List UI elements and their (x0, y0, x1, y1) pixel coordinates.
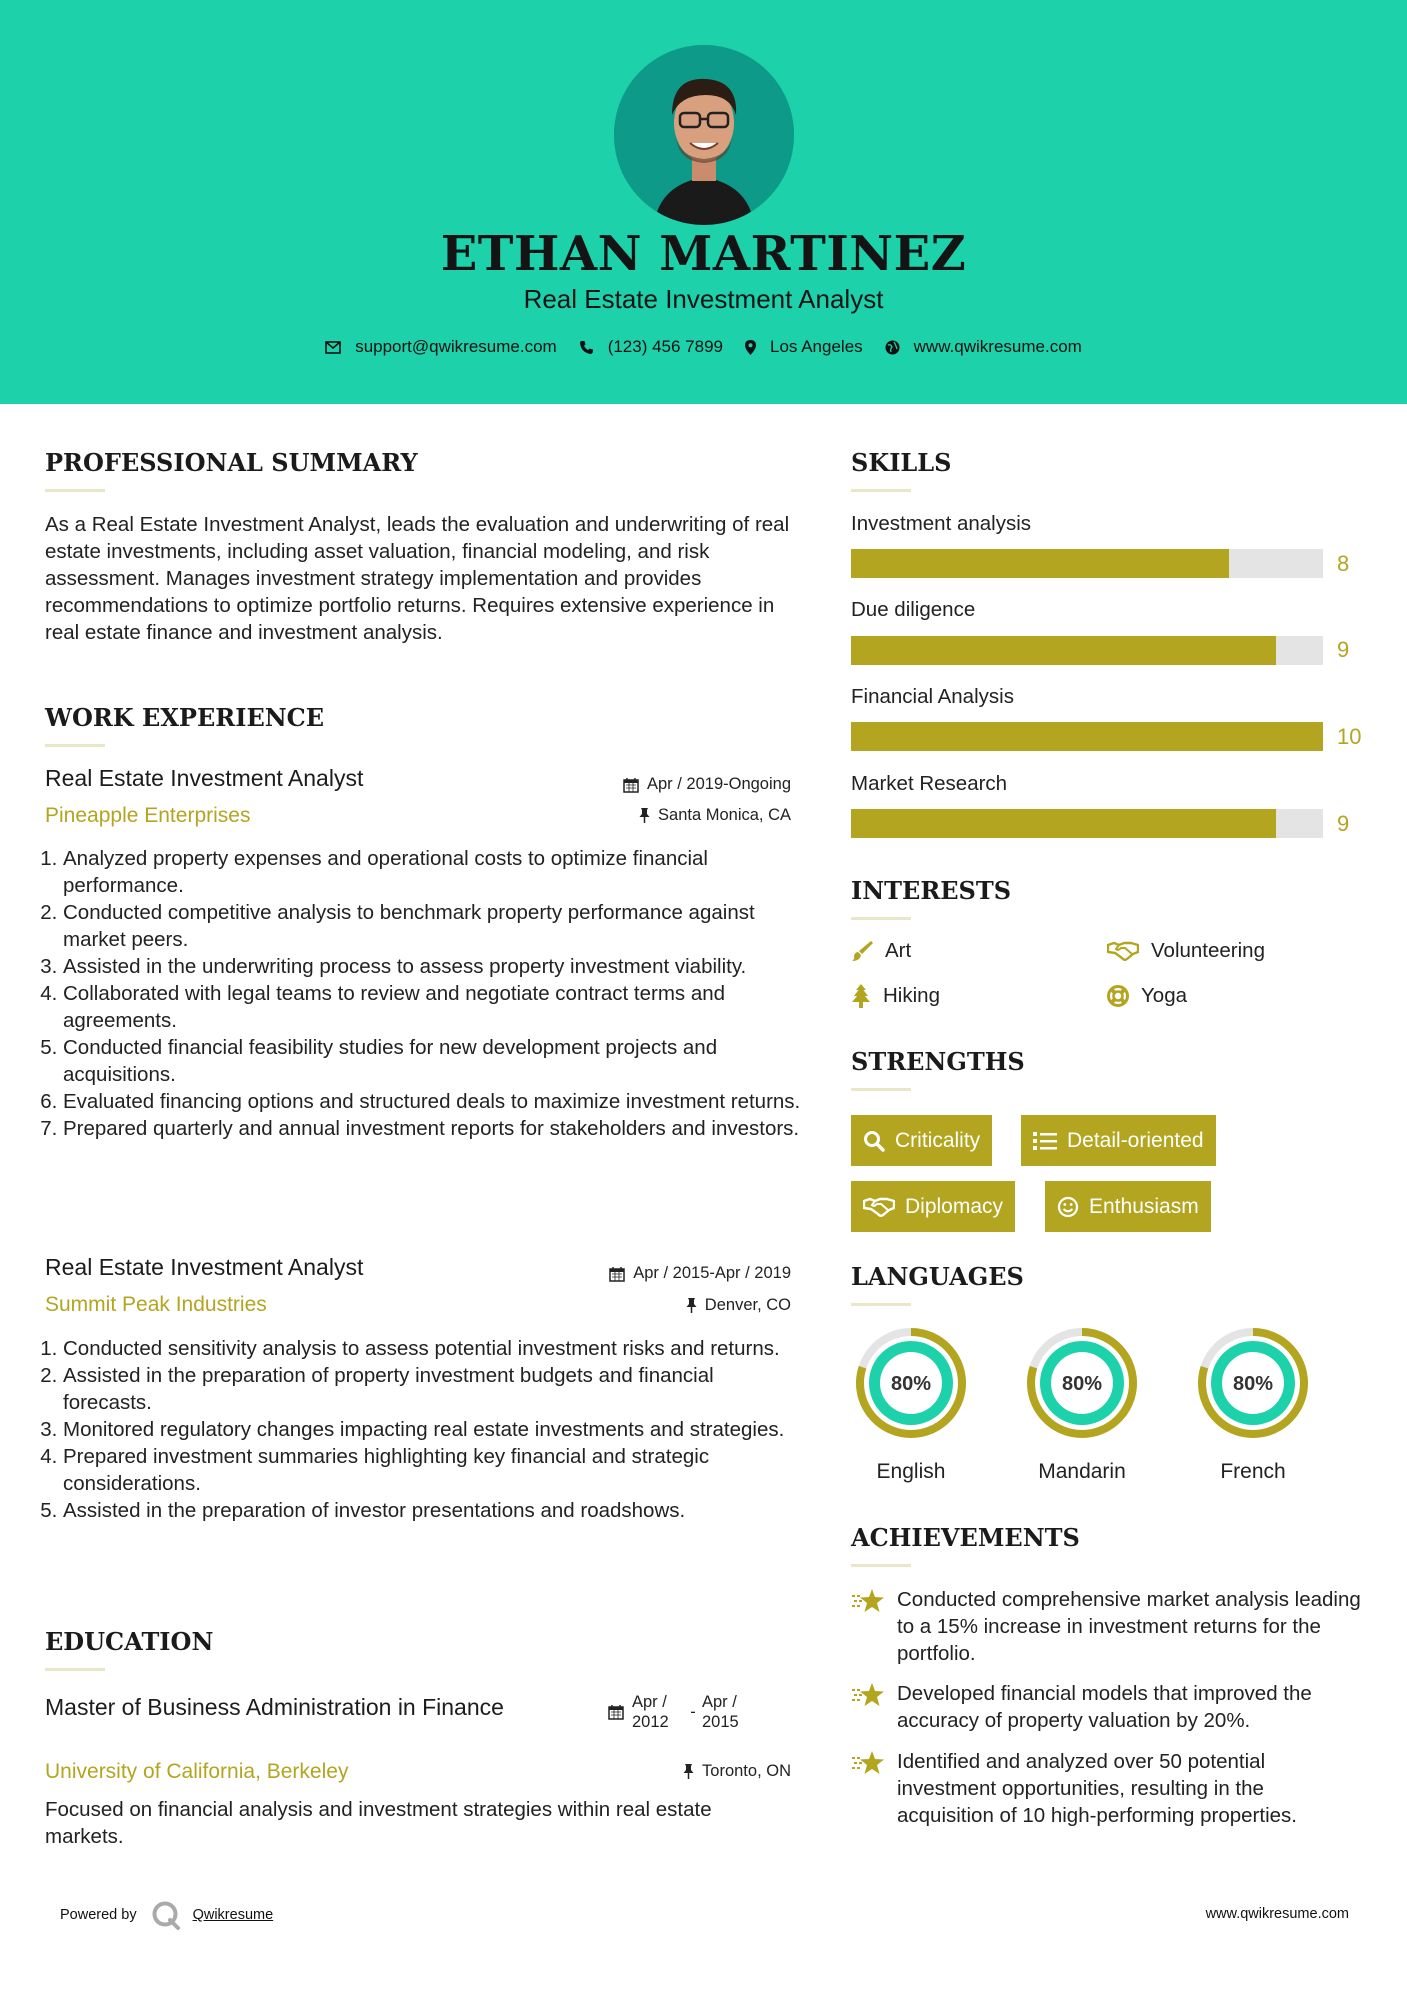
job-location (686, 1296, 791, 1315)
list-item: 2. Assisted in the preparation of property investment budgets and financial forecasts. (63, 1362, 805, 1416)
list-item: 1. Analyzed property expenses and operational costs to optimize financial performance. (63, 845, 805, 899)
list-icon (1033, 1131, 1057, 1151)
skill-bar-fill (851, 722, 1323, 751)
strength-label: Enthusiasm (1089, 1194, 1199, 1218)
smile-icon (1057, 1196, 1079, 1218)
skills-heading: SKILLS (851, 448, 952, 477)
list-item: 5. Assisted in the preparation of investor presentations and roadshows. (63, 1497, 805, 1524)
degree-title: Master of Business Administration in Finance (45, 1694, 504, 1720)
skill-value: 9 (1337, 637, 1350, 662)
language-name: French (1220, 1460, 1286, 1483)
strength-tag-enthusiasm (1045, 1181, 1211, 1232)
calendar-icon (609, 1266, 625, 1282)
achievement-item (851, 1748, 1361, 1829)
achievement-item (851, 1586, 1361, 1667)
achievement-text: Identified and analyzed over 50 potential investment opportunities, resulting in the acquisition of 10 high-performing properties. (897, 1750, 1297, 1827)
job-location (639, 806, 791, 825)
phone-text: (123) 456 7899 (607, 337, 724, 356)
language-name: English (876, 1460, 946, 1483)
skill-name: Market Research (851, 772, 1008, 795)
strengths-heading: STRENGTHS (851, 1047, 1025, 1076)
job-dates (623, 775, 791, 794)
education-heading: EDUCATION (45, 1627, 214, 1656)
candidate-title: Real Estate Investment Analyst (523, 284, 884, 314)
language-item (1021, 1322, 1143, 1492)
contact-website[interactable] (885, 337, 1082, 357)
contact-bar (0, 337, 1407, 357)
strength-label: Detail-oriented (1067, 1128, 1204, 1152)
list-item: 4. Prepared investment summaries highlighting key financial and strategic considerations. (63, 1443, 805, 1497)
achievements-heading: ACHIEVEMENTS (851, 1523, 1080, 1552)
strength-tag-criticality (851, 1115, 992, 1166)
skill-bar-fill (851, 809, 1276, 838)
interest-label: Volunteering (1151, 939, 1265, 962)
profile-photo (614, 45, 794, 225)
list-item: 2. Conducted competitive analysis to benchmark property performance against market peers. (63, 899, 805, 953)
section-divider (45, 489, 105, 492)
education-start: Apr / 2012 (632, 1693, 669, 1731)
candidate-name: ETHAN MARTINEZ (440, 226, 967, 282)
education-dates (608, 1692, 754, 1732)
star-icon (851, 1588, 885, 1614)
skill-bar-fill (851, 636, 1276, 665)
education-location (683, 1762, 791, 1781)
skill-bar-track (851, 809, 1323, 838)
search-icon (863, 1130, 885, 1152)
skill-name: Financial Analysis (851, 685, 1014, 708)
language-item (1192, 1322, 1314, 1492)
section-divider (851, 917, 911, 920)
interest-item-volunteering (1107, 939, 1265, 963)
list-item: 3. Monitored regulatory changes impacting real estate investments and strategies. (63, 1416, 805, 1443)
language-percent: 80% (890, 1373, 932, 1395)
language-ring (1192, 1322, 1314, 1444)
pushpin-icon (639, 808, 650, 823)
list-item: 1. Conducted sensitivity analysis to assess potential investment risks and returns. (63, 1335, 805, 1362)
website-text: www.qwikresume.com (913, 337, 1082, 356)
interest-label: Art (885, 939, 912, 962)
map-marker-icon (745, 340, 756, 355)
skill-value: 8 (1337, 551, 1350, 576)
phone-icon (579, 340, 594, 355)
qwikresume-logo-icon (151, 1900, 181, 1930)
list-item: 6. Evaluated financing options and structured deals to maximize investment returns. (63, 1088, 805, 1115)
handshake-icon (1107, 941, 1139, 961)
job-title: Real Estate Investment Analyst (45, 1254, 364, 1280)
globe-icon (885, 340, 900, 355)
section-divider (851, 1303, 911, 1306)
skill-value: 10 (1337, 724, 1362, 749)
contact-email[interactable] (325, 337, 557, 357)
handshake-icon (863, 1197, 895, 1217)
company-name: Summit Peak Industries (45, 1293, 267, 1316)
achievement-text: Conducted comprehensive market analysis leading to a 15% increase in investment returns for the portfolio. (897, 1588, 1361, 1665)
school-name: University of California, Berkeley (45, 1760, 349, 1783)
job-dates (609, 1264, 791, 1283)
education-description: Focused on financial analysis and investment strategies within real estate markets. (45, 1798, 712, 1848)
contact-phone[interactable] (579, 337, 723, 357)
section-divider (851, 1088, 911, 1091)
skill-name: Investment analysis (851, 512, 1032, 535)
job-title: Real Estate Investment Analyst (45, 765, 364, 791)
job-dates-text: Apr / 2019-Ongoing (646, 775, 791, 793)
interest-item-yoga (1107, 984, 1187, 1008)
summary-text: As a Real Estate Investment Analyst, leads the evaluation and underwriting of real estate investments, including asset valuation, financial modeling, and risk assessment. Manages investment strategy implementation and provides recommendations to optimize portfolio returns. Requires extensive experience in real estate finance and investment analysis. (45, 513, 790, 644)
section-divider (45, 744, 105, 747)
company-name: Pineapple Enterprises (45, 804, 251, 827)
experience-heading: WORK EXPERIENCE (45, 703, 325, 732)
star-icon (851, 1750, 885, 1776)
job-dates-text: Apr / 2015-Apr / 2019 (633, 1264, 791, 1282)
resume-header (0, 0, 1407, 404)
list-item: 7. Prepared quarterly and annual investment reports for stakeholders and investors. (63, 1115, 805, 1142)
calendar-icon (608, 1704, 624, 1720)
location-text: Los Angeles (770, 337, 863, 356)
list-item: 3. Assisted in the underwriting process to assess property investment viability. (63, 953, 805, 980)
education-end: Apr / 2015 (702, 1693, 739, 1731)
paintbrush-icon (851, 940, 873, 962)
strength-tag-detail-oriented (1021, 1115, 1216, 1166)
footer-website[interactable]: www.qwikresume.com (1205, 1906, 1349, 1922)
interest-item-hiking (851, 984, 940, 1008)
list-item: 5. Conducted financial feasibility studies for new development projects and acquisitions. (63, 1034, 805, 1088)
footer-branding (60, 1900, 273, 1930)
achievement-item (851, 1680, 1361, 1734)
skill-bar-track (851, 636, 1323, 665)
language-ring (1021, 1322, 1143, 1444)
life-ring-icon (1107, 985, 1129, 1007)
date-separator: - (690, 1703, 696, 1721)
job-location-text: Santa Monica, CA (658, 806, 791, 824)
tree-icon (851, 984, 871, 1008)
job-location-text: Denver, CO (704, 1296, 791, 1314)
job-duties-list (45, 845, 805, 1142)
star-icon (851, 1682, 885, 1708)
section-divider (851, 1564, 911, 1567)
qwikresume-link[interactable]: Qwikresume (192, 1907, 274, 1923)
achievement-text: Developed financial models that improved the accuracy of property valuation by 20%. (897, 1682, 1312, 1732)
language-ring (850, 1322, 972, 1444)
interest-label: Hiking (883, 984, 940, 1007)
section-divider (45, 1668, 105, 1671)
strength-label: Diplomacy (905, 1194, 1004, 1218)
interests-heading: INTERESTS (851, 876, 1012, 905)
contact-location (745, 337, 863, 357)
language-percent: 80% (1061, 1373, 1103, 1395)
email-text: support@qwikresume.com (355, 337, 557, 356)
interest-label: Yoga (1141, 984, 1187, 1007)
envelope-icon (325, 341, 341, 354)
education-location-text: Toronto, ON (702, 1762, 791, 1780)
summary-heading: PROFESSIONAL SUMMARY (45, 448, 418, 477)
language-item (850, 1322, 972, 1492)
languages-heading: LANGUAGES (851, 1262, 1024, 1291)
language-percent: 80% (1232, 1373, 1274, 1395)
pushpin-icon (686, 1298, 697, 1313)
skill-bar-track (851, 722, 1323, 751)
job-duties-list (45, 1335, 805, 1524)
strength-label: Criticality (895, 1128, 981, 1152)
powered-by-text: Powered by (60, 1907, 137, 1923)
skill-bar-fill (851, 549, 1229, 578)
list-item: 4. Collaborated with legal teams to review and negotiate contract terms and agreements. (63, 980, 805, 1034)
interest-item-art (851, 939, 911, 963)
pushpin-icon (683, 1764, 694, 1779)
strength-tag-diplomacy (851, 1181, 1015, 1232)
section-divider (851, 489, 911, 492)
skill-value: 9 (1337, 811, 1350, 836)
language-name: Mandarin (1038, 1460, 1126, 1483)
skill-name: Due diligence (851, 598, 976, 621)
skill-bar-track (851, 549, 1323, 578)
calendar-icon (623, 777, 639, 793)
